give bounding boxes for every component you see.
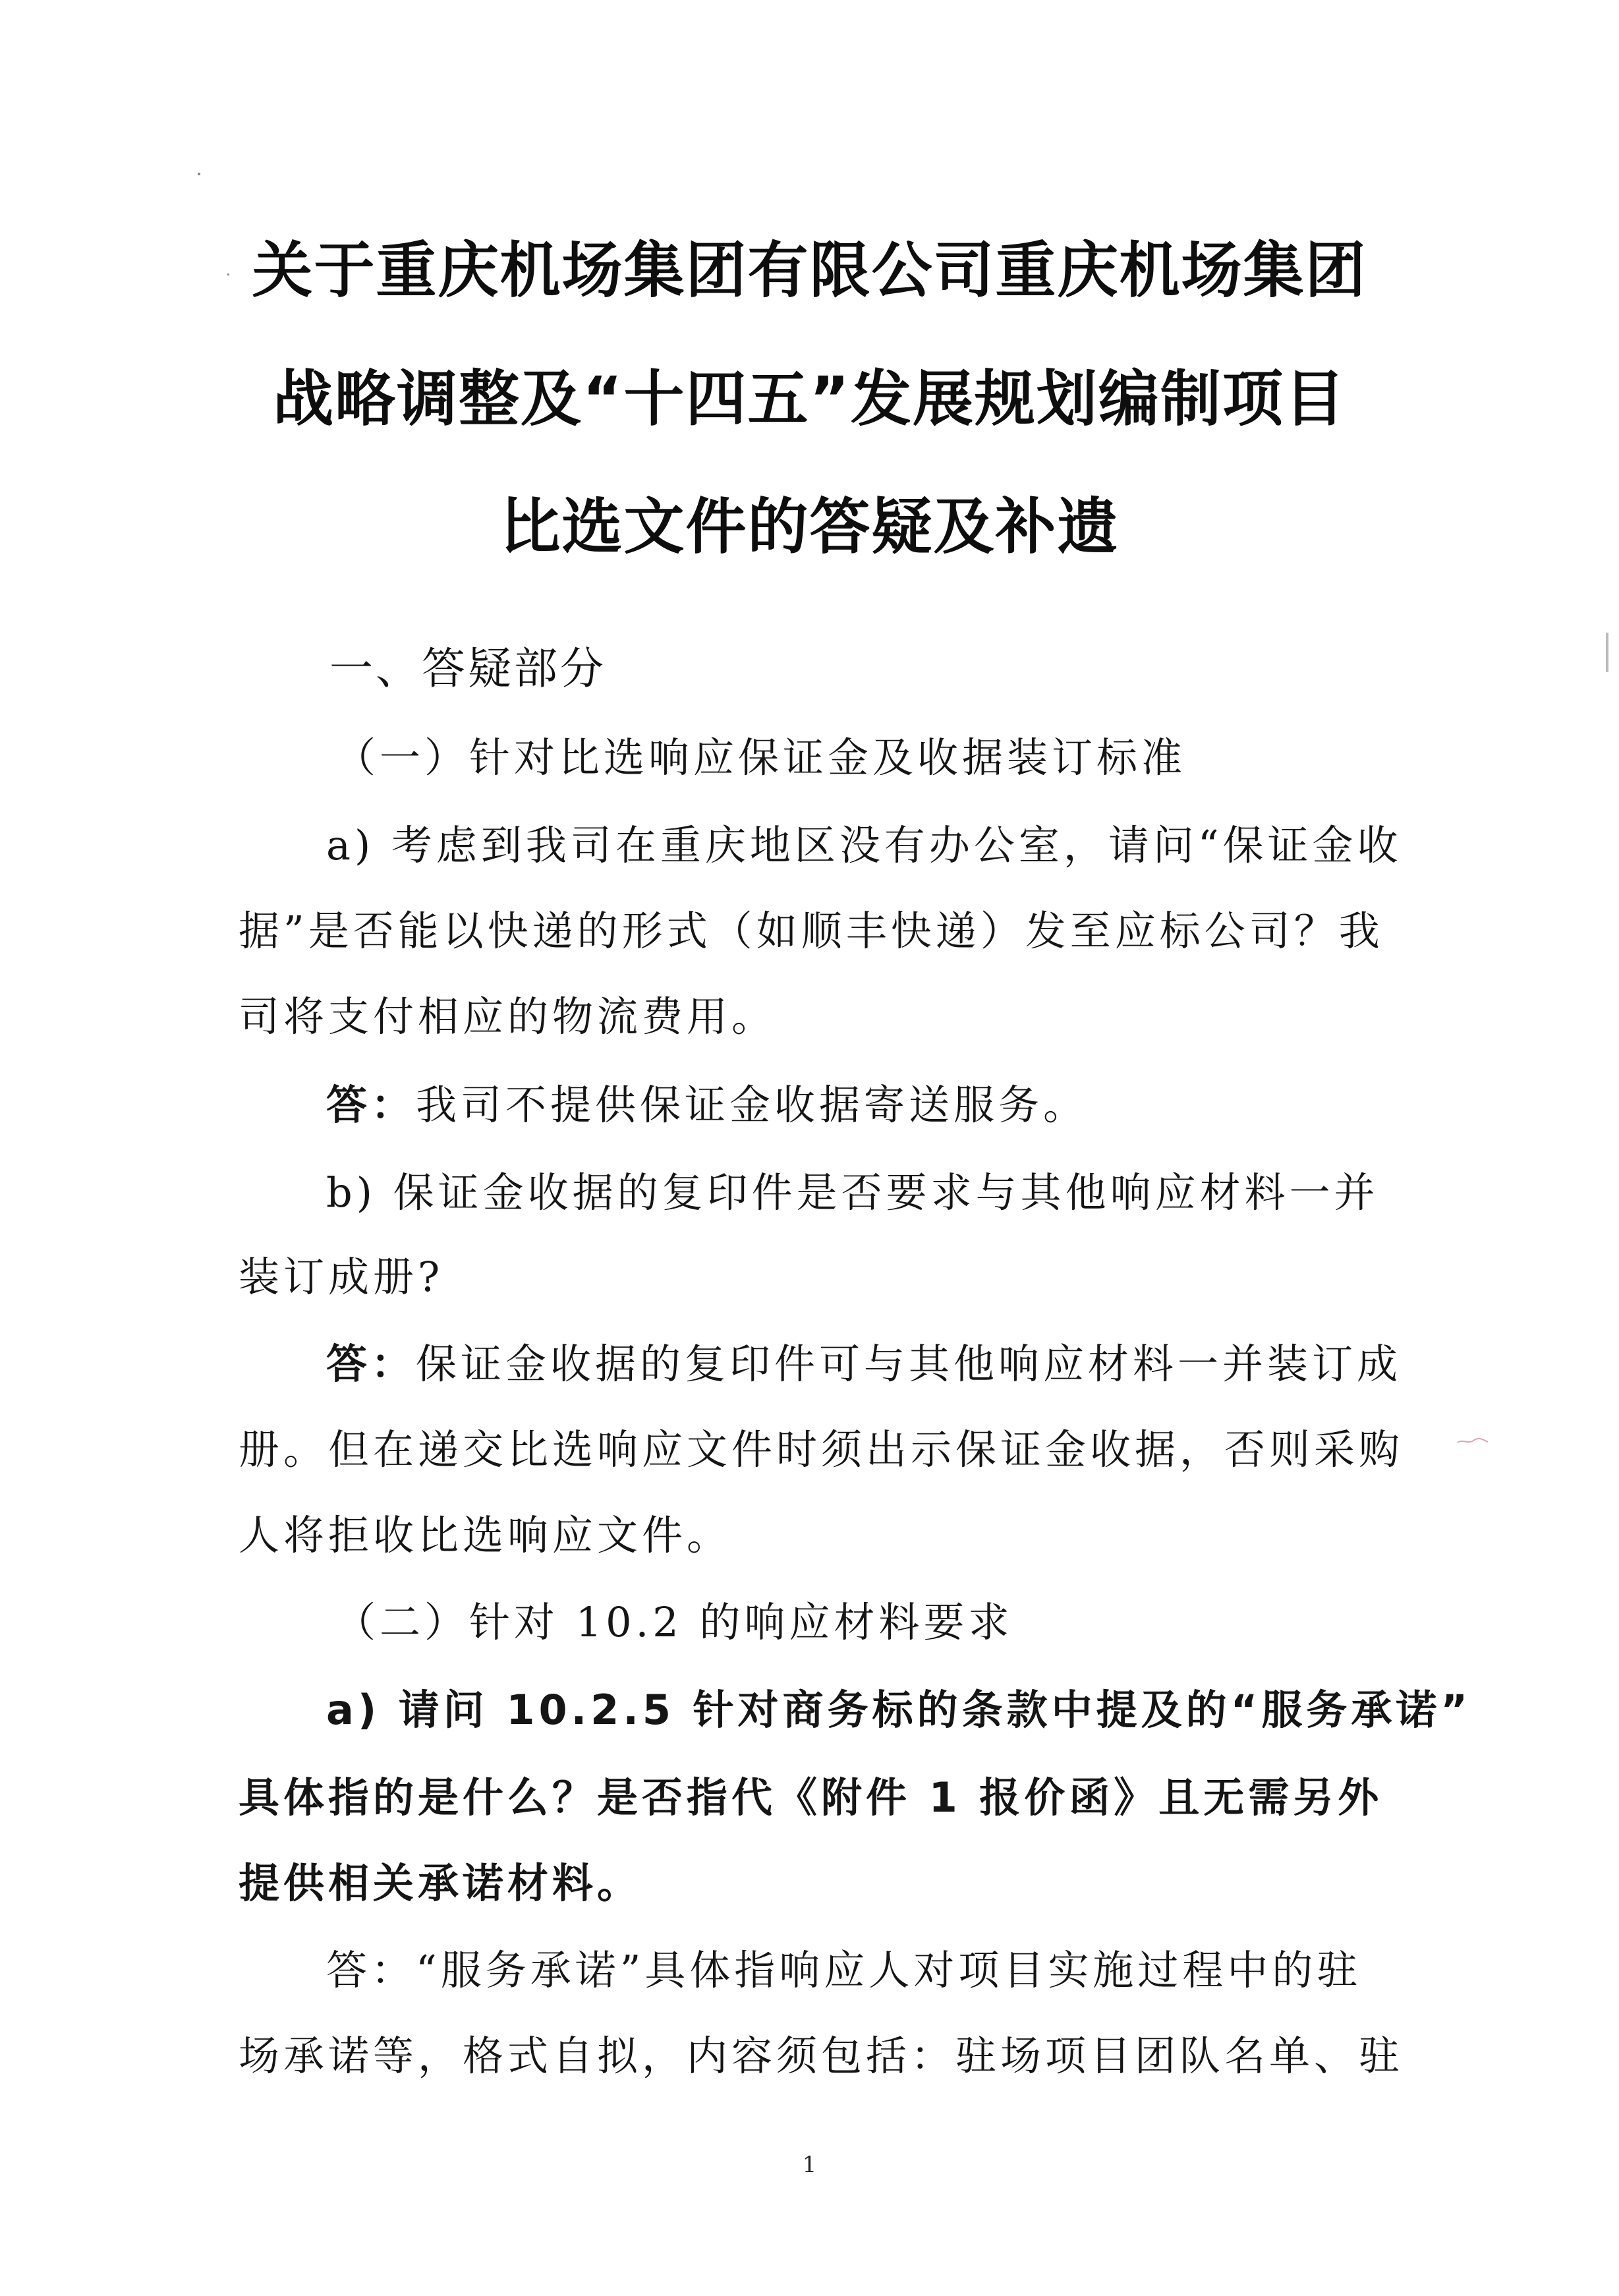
document-title-line-3: 比选文件的答疑及补遗 [499,492,1120,562]
pen-scribble-mark [1456,1437,1489,1446]
document-title-line-2: 战略调整及“十四五”发展规划编制项目 [273,364,1346,434]
scan-speck [1606,633,1608,672]
question-2a-line-2: 具体指的是什么？是否指代《附件 1 报价函》且无需另外 [239,1773,1383,1822]
question-a-line-3: 司将支付相应的物流费用。 [239,992,777,1041]
question-2a-line-3: 提供相关承诺材料。 [239,1859,642,1907]
question-b-line-2: 装订成册? [239,1253,444,1301]
page-number: 1 [802,2152,817,2178]
answer-b-line-3: 人将拒收比选响应文件。 [239,1511,732,1559]
answer-label: 答： [326,1081,416,1129]
answer-text: 保证金收据的复印件可与其他响应材料一并装订成 [416,1340,1402,1388]
scan-speck [198,173,200,175]
answer-label: 答： [326,1946,416,1994]
answer-b-line-1 [326,1338,1402,1391]
subsection-heading-1: （一）针对比选响应保证金及收据装订标准 [335,733,1187,782]
answer-2a-line-2: 场承诺等，格式自拟，内容须包括：驻场项目团队名单、驻 [239,2032,1404,2080]
question-a-line-2: 据”是否能以快递的形式（如顺丰快递）发至应标公司？我 [239,907,1384,955]
question-2a-line-1: a) 请问 10.2.5 针对商务标的条款中提及的“服务承诺” [326,1686,1472,1734]
document-title-line-1: 关于重庆机场集团有限公司重庆机场集团 [252,235,1367,306]
answer-text: “服务承诺”具体指响应人对项目实施过程中的驻 [416,1946,1362,1994]
question-a-line-1: a) 考虑到我司在重庆地区没有办公室，请问“保证金收 [326,821,1402,869]
subsection-heading-2: （二）针对 10.2 的响应材料要求 [335,1598,1013,1646]
answer-2a-line-1 [326,1944,1361,1997]
section-heading-qa: 一、答疑部分 [329,643,606,694]
answer-b-line-2: 册。但在递交比选响应文件时须出示保证金收据，否则采购 [239,1425,1404,1474]
answer-a-line-1 [326,1079,1088,1132]
answer-label: 答： [326,1340,416,1388]
answer-text: 我司不提供保证金收据寄送服务。 [416,1081,1089,1129]
question-b-line-1: b) 保证金收据的复印件是否要求与其他响应材料一并 [326,1168,1379,1217]
